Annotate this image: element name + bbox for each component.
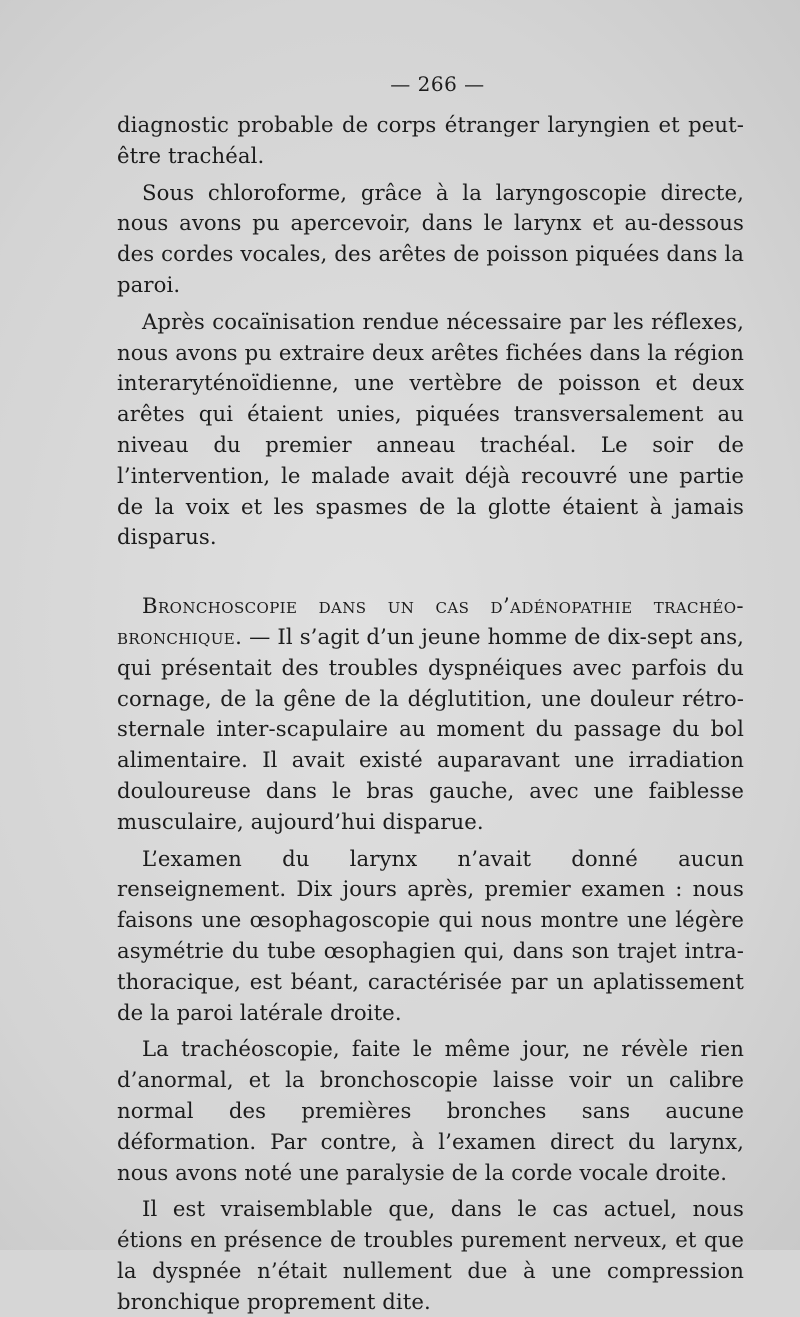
page-body bbox=[117, 110, 744, 1317]
section-heading-text: — Il s’agit d’un jeune homme de dix-sept ans, qui présentait des troubles dyspnéiques avec parfois du cornage, de la gêne de la déglutition, une douleur rétro-sternale inter-scapulaire au moment du passage du bol alimentaire. Il avait existé auparavant une irradiation douloureuse dans le bras gauche, avec une faiblesse musculaire, aujourd’hui disparue. bbox=[117, 623, 744, 834]
paragraph-examen-larynx: L’examen du larynx n’avait donné aucun renseignement. Dix jours après, premier examen : nous faisons une œsophagoscopie qui nous montre une légère asymétrie du tube œsophagien qui, dans son trajet intra-thoracique, est béant, caractérisée par un aplatissement de la paroi latérale droite. bbox=[117, 845, 744, 1025]
paragraph-tracheoscopie: La trachéoscopie, faite le même jour, ne révèle rien d’anormal, et la bronchoscopie laisse voir un calibre normal des premières bronches sans aucune déformation. Par contre, à l’examen direct du larynx, nous avons noté une paralysie de la corde vocale droite. bbox=[117, 1036, 744, 1185]
page-number: — 266 — bbox=[390, 72, 485, 96]
section-spacer bbox=[117, 559, 744, 591]
section-heading: Bronchoscopie dans un cas d’adénopathie trachéo-bronchique. bbox=[117, 593, 744, 649]
paragraph-chloroform: Sous chloroforme, grâce à la laryngoscopie directe, nous avons pu apercevoir, dans le larynx et au-dessous des cordes vocales, des arêtes de poisson piquées dans la paroi. bbox=[117, 179, 744, 297]
paragraph-conclusion: Il est vraisemblable que, dans le cas actuel, nous étions en présence de troubles purement nerveux, et que la dyspnée n’était nullement due à une compression bronchique proprement dite. bbox=[117, 1196, 744, 1314]
section-first-paragraph bbox=[117, 591, 744, 837]
paragraph-continued: diagnostic probable de corps étranger laryngien et peut-être trachéal. bbox=[117, 112, 744, 168]
paragraph-cocainisation: Après cocaïnisation rendue nécessaire par les réflexes, nous avons pu extraire deux arêtes fichées dans la région interaryténoïdienne, une vertèbre de poisson et deux arêtes qui étaient unies, piquées transversalement au niveau du premier anneau trachéal. Le soir de l’intervention, le malade avait déjà recouvré une partie de la voix et les spasmes de la glotte étaient à jamais disparus. bbox=[117, 308, 744, 550]
